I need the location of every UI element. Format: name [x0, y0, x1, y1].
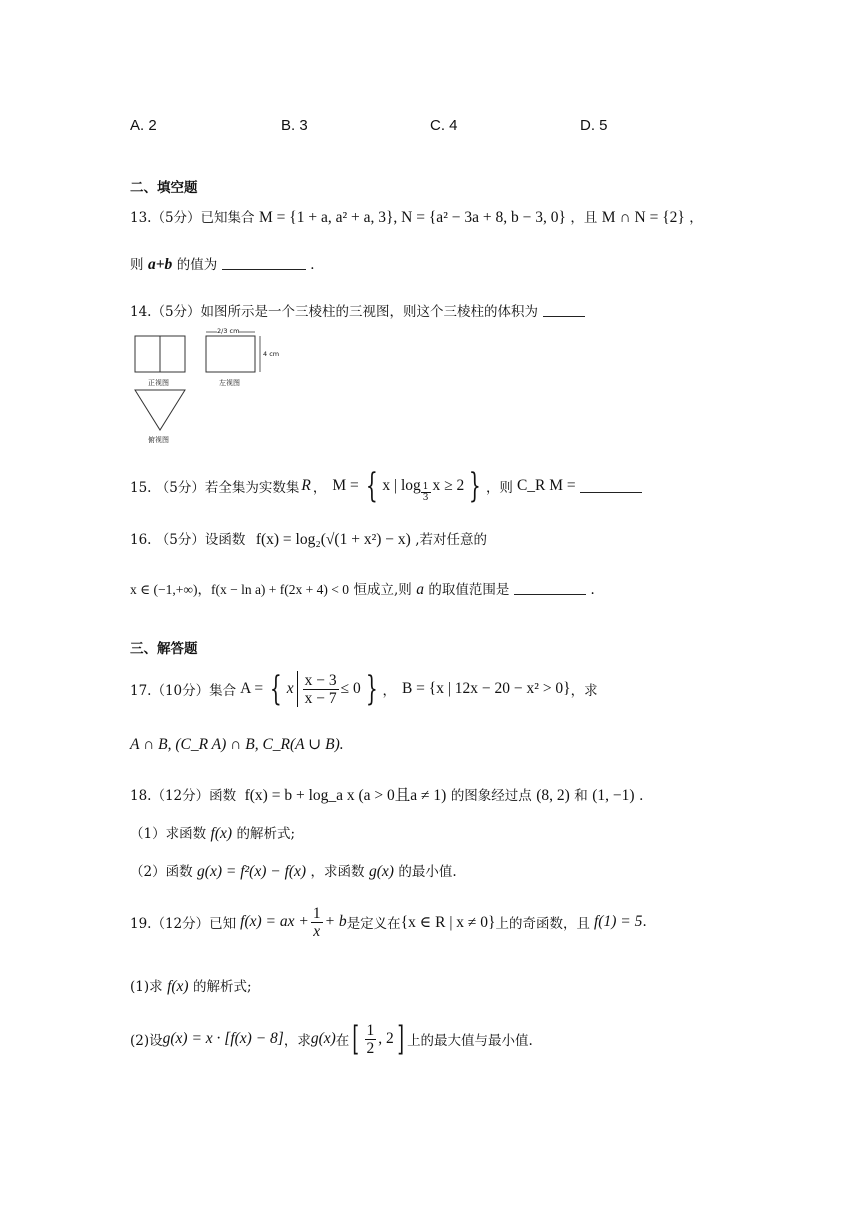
q17-a-eq: A = — [240, 680, 264, 697]
question-15 — [130, 462, 642, 510]
question-14 — [130, 300, 585, 320]
q15-log-base-num: 1 — [422, 481, 429, 492]
q17-line2: A ∩ B, (C_R A) ∩ B, C_R(A ∪ B). — [130, 736, 344, 753]
question-17 — [130, 664, 598, 714]
question-19-part2 — [130, 1016, 533, 1062]
q19-s2m: ，求 — [283, 1033, 311, 1049]
q19-right-bracket: ] — [397, 1019, 404, 1059]
q19-mid2: 上的奇函数，且 — [495, 916, 590, 932]
q18-prefix: 18.（12分）函数 — [130, 788, 237, 804]
q13-tail: . — [310, 257, 315, 273]
q17-le0: ≤ 0 — [340, 680, 361, 697]
option-a: A. 2 — [130, 117, 157, 134]
q18-s1: （1）求函数 — [130, 826, 207, 842]
q19-interval-num: 1 — [366, 1021, 375, 1039]
q15-result: C_R M = — [516, 477, 576, 494]
q13-sets: M = {1 + a, a² + a, 3}, N = {a² − 3a + 8, b − 3, 0} — [259, 209, 566, 226]
q15-inner2: x ≥ 2 — [432, 477, 465, 494]
dim-top-label: 2/3 cm — [217, 327, 240, 335]
q14-answer-blank — [543, 304, 585, 317]
dim-right-label: 4 cm — [263, 350, 280, 358]
q13-line2-prefix: 则 — [130, 257, 144, 273]
q13-prefix: 13.（5分）已知集合 — [130, 210, 255, 226]
q19-func-b: + b — [324, 913, 347, 930]
q18-s2g: g(x) — [369, 863, 394, 880]
q18-s1f: f(x) — [210, 825, 233, 842]
q13-mid: ，且 — [570, 210, 598, 226]
q16-a: a — [416, 581, 424, 598]
q13-line2-suffix: 的值为 — [176, 257, 218, 273]
q19-mid: 是定义在 — [346, 916, 401, 932]
q15-set-r: R — [301, 477, 311, 494]
q18-end: . — [639, 788, 644, 804]
question-16-line2 — [130, 578, 595, 599]
q13-answer-blank — [222, 257, 306, 270]
question-19 — [130, 900, 647, 944]
q19-frac-den: x — [313, 922, 321, 940]
q15-left-brace: { — [365, 466, 378, 506]
q17-right-brace: } — [365, 669, 378, 709]
q16-tail2: 的取值范围是 — [428, 582, 510, 598]
q18-s2e: 的最小值. — [398, 864, 457, 880]
q19-s1e: 的解析式; — [193, 979, 252, 995]
q17-fraction — [303, 672, 339, 707]
q15-answer-blank — [580, 480, 642, 493]
option-b: B. 3 — [281, 117, 308, 134]
q18-point1: (8, 2) — [536, 787, 570, 804]
q19-fraction — [311, 905, 323, 940]
q14-text: 14.（5分）如图所示是一个三棱柱的三视图，则这个三棱柱的体积为 — [130, 304, 539, 320]
q16-prefix: 16. （5分）设函数 — [130, 532, 246, 548]
top-view-label: 俯视图 — [148, 436, 169, 444]
three-view-figure — [130, 327, 290, 448]
q16-end: . — [590, 582, 595, 598]
q19-func-a: f(x) = ax + — [240, 913, 309, 930]
q16-condition: x ∈ (−1,+∞)，f(x − ln a) + f(2x + 4) < 0 — [130, 582, 350, 597]
q19-domain: {x ∈ R | x ≠ 0} — [400, 913, 496, 931]
q19-interval-den: 2 — [366, 1039, 375, 1057]
q19-s1: (1)求 — [130, 979, 163, 995]
q19-interval-right: , 2 — [378, 1030, 394, 1047]
q15-m-eq: M = — [332, 477, 359, 494]
q19-prefix: 19.（12分）已知 — [130, 916, 237, 932]
q18-s2f: g(x) = f²(x) − f(x) — [197, 863, 307, 880]
q17-numerator: x − 3 — [304, 671, 337, 689]
question-19-part1 — [130, 975, 252, 996]
q18-point2: (1, −1) — [592, 787, 635, 804]
q13-condition: M ∩ N = {2} — [601, 209, 685, 226]
q19-s2g: g(x) = x · [f(x) − 8] — [162, 1030, 284, 1047]
q18-s2m: ，求函数 — [310, 864, 365, 880]
question-13-line2 — [130, 253, 315, 274]
q18-func: f(x) = b + log_a x (a > 0且a ≠ 1) — [244, 787, 447, 804]
q15-log-base — [421, 482, 431, 503]
q17-b-set: B = {x | 12x − 20 − x² > 0} — [401, 680, 571, 697]
q19-frac-num: 1 — [312, 904, 321, 922]
q15-sep: ， — [312, 480, 327, 496]
q15-prefix: 15. （5分）若全集为实数集 — [130, 480, 300, 496]
q17-x: x — [286, 680, 294, 697]
q19-s2: (2)设 — [130, 1033, 163, 1049]
option-c: C. 4 — [430, 117, 458, 134]
q19-cond: f(1) = 5 — [594, 913, 643, 930]
q19-end: . — [642, 914, 647, 930]
q18-and: 和 — [574, 788, 588, 804]
q16-func: f(x) = log₂(√(1 + x²) − x) — [255, 531, 411, 548]
q18-s2: （2）函数 — [130, 864, 193, 880]
section-heading-fill-blank: 二、填空题 — [130, 180, 198, 196]
q17-sep: ， — [382, 683, 396, 699]
q15-inner: x | log — [382, 477, 421, 494]
three-view-drawing — [130, 330, 290, 448]
front-view-label: 正视图 — [148, 379, 169, 387]
q17-ask: ，求 — [570, 683, 598, 699]
q16-answer-blank — [514, 582, 586, 595]
q19-s2in: 在 — [335, 1033, 350, 1049]
q17-bar — [297, 671, 298, 707]
q16-tail: 恒成立,则 — [353, 582, 412, 598]
section-heading-solutions: 三、解答题 — [130, 641, 198, 657]
q17-prefix: 17.（10分）集合 — [130, 683, 237, 699]
q15-then: ，则 — [485, 480, 513, 496]
q17-left-brace: { — [269, 669, 282, 709]
question-18-part2 — [130, 860, 457, 881]
q19-s1f: f(x) — [167, 978, 189, 995]
q18-mid: 的图象经过点 — [450, 788, 532, 804]
option-d: D. 5 — [580, 117, 608, 134]
question-13 — [130, 206, 703, 227]
q19-s2e: 上的最大值与最小值. — [407, 1033, 533, 1049]
q19-interval-frac — [365, 1022, 377, 1057]
q18-s1e: 的解析式; — [236, 826, 296, 842]
q15-right-brace: } — [469, 466, 482, 506]
q13-expr: a+b — [147, 256, 173, 273]
side-view-label: 左视图 — [219, 379, 240, 387]
q13-end: ， — [689, 210, 703, 226]
question-16 — [130, 528, 487, 549]
q17-denominator: x − 7 — [304, 689, 337, 707]
q16-suffix: ,若对任意的 — [415, 532, 488, 548]
q19-left-bracket: [ — [352, 1019, 360, 1059]
q19-s2g2: g(x) — [310, 1030, 336, 1047]
question-18 — [130, 783, 643, 805]
question-18-part1 — [130, 822, 295, 843]
q15-log-base-den: 3 — [422, 492, 429, 503]
